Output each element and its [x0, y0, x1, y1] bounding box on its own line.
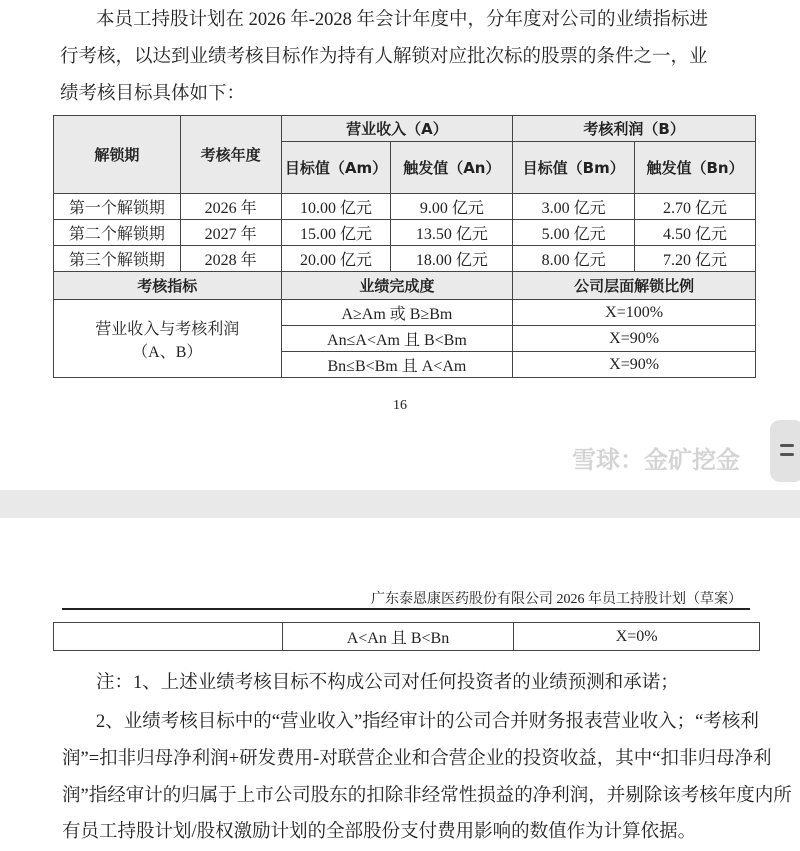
index-cell — [54, 300, 282, 378]
header-period: 解锁期 — [54, 116, 181, 194]
condition: A<An 且 B<Bn — [282, 623, 514, 651]
header-ratio: 公司层面解锁比例 — [513, 272, 756, 300]
header-an: 触发值（An） — [391, 142, 513, 194]
header-profit: 考核利润（B） — [513, 116, 756, 142]
condition: A≥Am 或 B≥Bm — [281, 300, 513, 326]
page-separator — [0, 490, 800, 518]
note-line: 有员工持股计划/股权激励计划的全部股份支付费用影响的数值作为计算依据。 — [62, 822, 697, 842]
index-sub: （A、B） — [132, 343, 203, 361]
cell: 5.00 亿元 — [513, 220, 635, 246]
note-line: 润”=扣非归母净利润+研发费用-对联营企业和合营企业的投资收益，其中“扣非归母净利 — [62, 749, 772, 769]
index-label: 营业收入与考核利润 — [95, 320, 240, 338]
note-line: 注：1、上述业绩考核目标不构成公司对任何投资者的业绩预测和承诺； — [96, 673, 679, 693]
cell: 10.00 亿元 — [281, 194, 391, 220]
intro-line: 行考核，以达到业绩考核目标作为持有人解锁对应批次标的股票的条件之一，业 — [60, 47, 708, 67]
cell: 18.00 亿元 — [391, 246, 513, 272]
cell: 2026 年 — [180, 194, 281, 220]
ratio: X=90% — [513, 326, 756, 352]
cell: 第一个解锁期 — [54, 194, 181, 220]
cell: 第三个解锁期 — [54, 246, 181, 272]
note-line: 2、业绩考核目标中的“营业收入”指经审计的公司合并财务报表营业收入；“考核利 — [96, 712, 759, 732]
table-row — [54, 220, 756, 246]
ratio: X=0% — [514, 623, 760, 651]
cell: 20.00 亿元 — [281, 246, 391, 272]
ratio: X=90% — [513, 352, 756, 378]
cell: 13.50 亿元 — [391, 220, 513, 246]
cell: 2.70 亿元 — [635, 194, 756, 220]
condition: An≤A<Am 且 B<Bm — [281, 326, 513, 352]
header-revenue: 营业收入（A） — [281, 116, 513, 142]
cell: 第二个解锁期 — [54, 220, 181, 246]
condition: Bn≤B<Bm 且 A<Am — [281, 352, 513, 378]
cell: 2028 年 — [180, 246, 281, 272]
watermark: 雪球：金矿挖金 — [572, 446, 740, 474]
note-line: 润”指经审计的归属于上市公司股东的扣除非经常性损益的净利润，并剔除该考核年度内所 — [62, 786, 792, 806]
header-rule — [62, 608, 750, 610]
header-year: 考核年度 — [180, 116, 281, 194]
page-number: 16 — [393, 398, 407, 413]
intro-line: 本员工持股计划在 2026 年-2028 年会计年度中，分年度对公司的业绩指标进 — [96, 10, 709, 30]
cell: 2027 年 — [180, 220, 281, 246]
table-row — [54, 246, 756, 272]
cell: 8.00 亿元 — [513, 246, 635, 272]
header-bm: 目标值（Bm） — [513, 142, 635, 194]
cell: 9.00 亿元 — [391, 194, 513, 220]
cell: 7.20 亿元 — [635, 246, 756, 272]
header-bn: 触发值（Bn） — [635, 142, 756, 194]
cell: 15.00 亿元 — [281, 220, 391, 246]
performance-table — [53, 115, 756, 378]
cell: 4.50 亿元 — [635, 220, 756, 246]
performance-table-continued — [53, 622, 760, 651]
intro-line: 绩考核目标具体如下： — [60, 84, 246, 104]
header-index: 考核指标 — [54, 272, 282, 300]
page-header: 广东泰恩康医药股份有限公司 2026 年员工持股计划（草案） — [371, 592, 742, 607]
header-completion: 业绩完成度 — [281, 272, 513, 300]
cell: 3.00 亿元 — [513, 194, 635, 220]
cell — [54, 623, 283, 651]
side-panel-handle[interactable] — [770, 420, 800, 482]
table-row — [54, 194, 756, 220]
ratio: X=100% — [513, 300, 756, 326]
header-am: 目标值（Am） — [281, 142, 391, 194]
